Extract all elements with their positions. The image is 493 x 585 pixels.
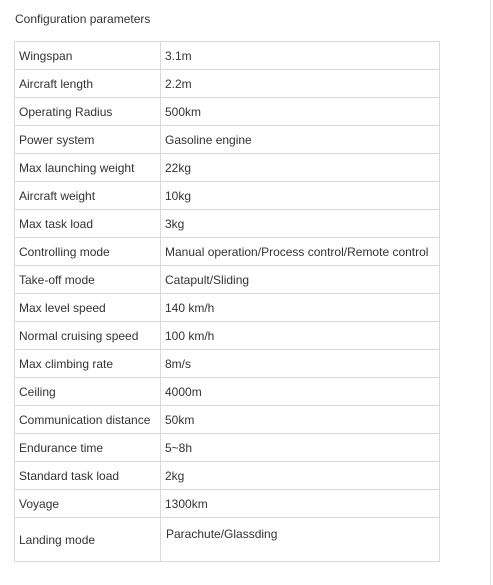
param-label: Ceiling <box>15 378 161 406</box>
param-value: 140 km/h <box>161 294 440 322</box>
param-value: 3.1m <box>161 42 440 70</box>
param-value: Catapult/Sliding <box>161 266 440 294</box>
param-value: 1300km <box>161 490 440 518</box>
param-value: 500km <box>161 98 440 126</box>
param-value: Manual operation/Process control/Remote control <box>161 238 440 266</box>
param-value: 50km <box>161 406 440 434</box>
table-row <box>15 462 440 490</box>
param-label: Controlling mode <box>15 238 161 266</box>
table-row <box>15 322 440 350</box>
param-label: Max level speed <box>15 294 161 322</box>
table-row <box>15 98 440 126</box>
table-row <box>15 294 440 322</box>
param-value: 5~8h <box>161 434 440 462</box>
param-label: Communication distance <box>15 406 161 434</box>
table-row <box>15 490 440 518</box>
param-value: 22kg <box>161 154 440 182</box>
table-row <box>15 238 440 266</box>
param-value: 100 km/h <box>161 322 440 350</box>
param-value: 2.2m <box>161 70 440 98</box>
param-value: 10kg <box>161 182 440 210</box>
param-value: 2kg <box>161 462 440 490</box>
param-label: Aircraft weight <box>15 182 161 210</box>
configuration-table <box>14 41 440 562</box>
table-row <box>15 406 440 434</box>
param-label: Operating Radius <box>15 98 161 126</box>
table-row <box>15 434 440 462</box>
content-divider <box>490 0 491 585</box>
param-label: Max climbing rate <box>15 350 161 378</box>
param-label: Endurance time <box>15 434 161 462</box>
param-label: Max task load <box>15 210 161 238</box>
table-row <box>15 154 440 182</box>
table-row <box>15 350 440 378</box>
param-label: Power system <box>15 126 161 154</box>
table-row <box>15 378 440 406</box>
param-value: Parachute/Glassding <box>161 518 440 562</box>
param-label: Aircraft length <box>15 70 161 98</box>
param-label: Landing mode <box>15 518 161 562</box>
table-row <box>15 210 440 238</box>
param-label: Wingspan <box>15 42 161 70</box>
param-label: Voyage <box>15 490 161 518</box>
table-row <box>15 518 440 562</box>
param-value: 8m/s <box>161 350 440 378</box>
table-row <box>15 266 440 294</box>
param-label: Standard task load <box>15 462 161 490</box>
table-row <box>15 126 440 154</box>
table-row <box>15 182 440 210</box>
param-value: Gasoline engine <box>161 126 440 154</box>
table-row <box>15 42 440 70</box>
table-row <box>15 70 440 98</box>
param-label: Take-off mode <box>15 266 161 294</box>
param-label: Max launching weight <box>15 154 161 182</box>
section-title: Configuration parameters <box>15 12 151 26</box>
param-value: 3kg <box>161 210 440 238</box>
param-value: 4000m <box>161 378 440 406</box>
param-label: Normal cruising speed <box>15 322 161 350</box>
